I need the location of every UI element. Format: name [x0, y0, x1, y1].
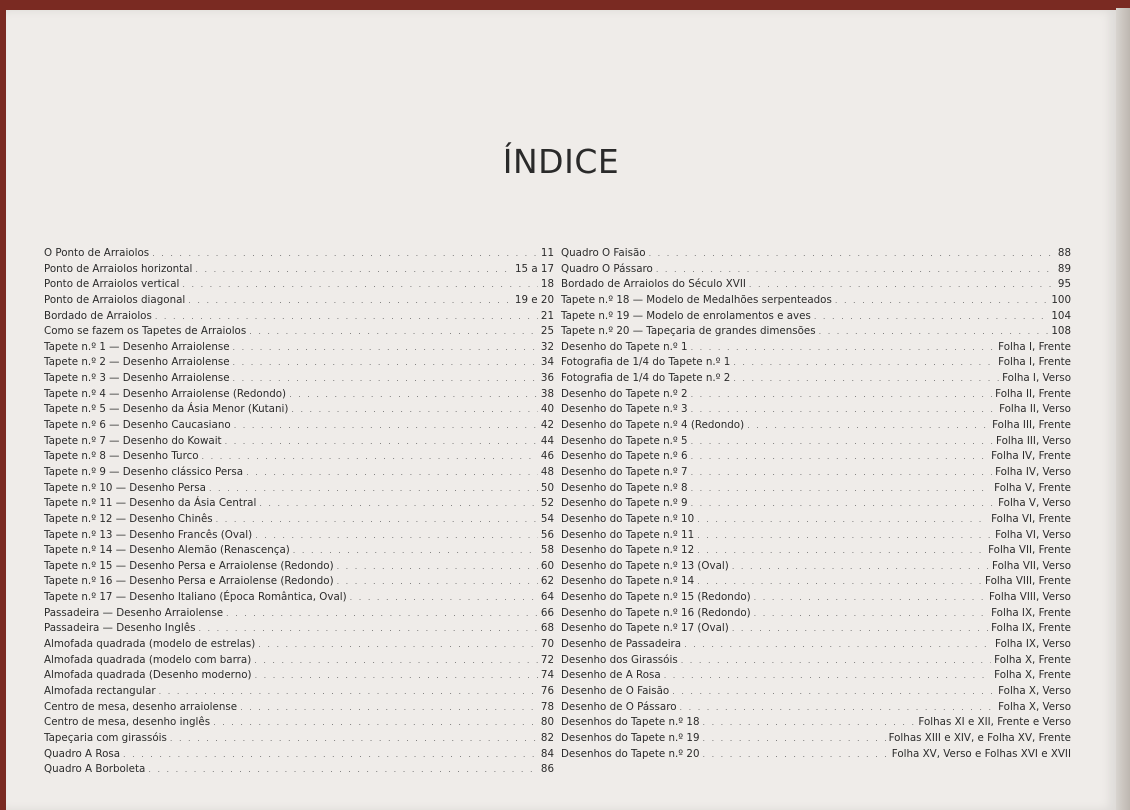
index-entry	[44, 637, 554, 653]
entry-title: Tapete n.º 18 — Modelo de Medalhões serpenteados	[561, 293, 832, 306]
leader-dots	[258, 637, 538, 653]
leader-dots	[691, 340, 996, 356]
leader-dots	[703, 715, 916, 731]
entry-title: Desenhos do Tapete n.º 19	[561, 731, 700, 744]
index-entry	[561, 465, 1071, 481]
index-entry	[44, 418, 554, 434]
entry-page: 82	[540, 731, 554, 744]
entry-title: Desenhos do Tapete n.º 20	[561, 747, 700, 760]
index-entry	[561, 559, 1071, 575]
leader-dots	[233, 371, 538, 387]
entry-title: Tapete n.º 17 — Desenho Italiano (Época Romântica, Oval)	[44, 591, 347, 604]
entry-page: 84	[540, 747, 554, 760]
entry-page: Folha I, Verso	[1002, 372, 1071, 385]
index-entry	[561, 621, 1071, 637]
entry-title: Desenho do Tapete n.º 10	[561, 512, 695, 525]
leader-dots	[691, 481, 992, 497]
index-column-right	[561, 246, 1071, 762]
entry-title: Almofada quadrada (modelo de estrelas)	[44, 638, 256, 651]
index-entry	[561, 387, 1071, 403]
entry-page: 32	[540, 340, 554, 353]
index-entry	[561, 309, 1071, 325]
leader-dots	[152, 246, 538, 262]
entry-title: Bordado de Arraiolos	[44, 309, 152, 322]
leader-dots	[697, 574, 982, 590]
index-entry	[44, 606, 554, 622]
entry-page: Folha II, Frente	[995, 387, 1071, 400]
entry-page: Folha IV, Frente	[991, 450, 1071, 463]
index-entry	[44, 371, 554, 387]
entry-title: Desenho do Tapete n.º 6	[561, 450, 688, 463]
entry-title: Tapete n.º 11 — Desenho da Ásia Central	[44, 497, 257, 510]
entry-title: Almofada quadrada (Desenho moderno)	[44, 669, 252, 682]
entry-title: Quadro A Borboleta	[44, 763, 146, 776]
entry-page: 54	[540, 512, 554, 525]
leader-dots	[213, 715, 538, 731]
leader-dots	[182, 277, 537, 293]
entry-title: Fotografia de 1/4 do Tapete n.º 1	[561, 356, 731, 369]
leader-dots	[703, 731, 886, 747]
index-entry	[44, 387, 554, 403]
entry-page: Folha X, Verso	[998, 700, 1071, 713]
entry-title: Tapete n.º 19 — Modelo de enrolamentos e aves	[561, 309, 811, 322]
entry-title: Tapeçaria com girassóis	[44, 731, 167, 744]
index-entry	[44, 324, 554, 340]
entry-title: Almofada quadrada (modelo com barra)	[44, 653, 252, 666]
leader-dots	[198, 621, 537, 637]
entry-page: 50	[540, 481, 554, 494]
index-entry	[561, 449, 1071, 465]
entry-title: Desenho do Tapete n.º 4 (Redondo)	[561, 419, 745, 432]
leader-dots	[246, 465, 538, 481]
index-entry	[561, 715, 1071, 731]
entry-title: Desenho do Tapete n.º 3	[561, 403, 688, 416]
entry-title: Desenho do Tapete n.º 9	[561, 497, 688, 510]
index-entry	[561, 324, 1071, 340]
index-entry	[561, 262, 1071, 278]
entry-title: Desenho do Tapete n.º 2	[561, 387, 688, 400]
index-entry	[44, 684, 554, 700]
leader-dots	[733, 371, 999, 387]
entry-page: Folha IV, Verso	[995, 465, 1071, 478]
leader-dots	[337, 574, 538, 590]
entry-page: 108	[1051, 325, 1071, 338]
leader-dots	[691, 434, 993, 450]
index-entry	[561, 653, 1071, 669]
index-entry	[561, 355, 1071, 371]
leader-dots	[255, 668, 538, 684]
entry-page: 66	[540, 606, 554, 619]
entry-page: 58	[540, 544, 554, 557]
entry-title: Tapete n.º 5 — Desenho da Ásia Menor (Kutani)	[44, 403, 289, 416]
entry-page: Folha II, Verso	[999, 403, 1071, 416]
entry-title: Fotografia de 1/4 do Tapete n.º 2	[561, 372, 731, 385]
leader-dots	[697, 512, 988, 528]
index-entry	[561, 293, 1071, 309]
entry-page: 21	[540, 309, 554, 322]
entry-title: Desenho do Tapete n.º 15 (Redondo)	[561, 591, 751, 604]
entry-title: Tapete n.º 2 — Desenho Arraiolense	[44, 356, 230, 369]
entry-page: Folha V, Verso	[998, 497, 1071, 510]
leader-dots	[249, 324, 538, 340]
entry-page: Folha I, Frente	[998, 340, 1071, 353]
entry-page: Folha XV, Verso e Folhas XVI e XVII	[891, 747, 1071, 760]
entry-title: Tapete n.º 15 — Desenho Persa e Arraiolense (Redondo)	[44, 559, 334, 572]
index-entry	[561, 543, 1071, 559]
leader-dots	[291, 402, 538, 418]
leader-dots	[691, 402, 996, 418]
entry-page: 104	[1051, 309, 1071, 322]
entry-page: 19 e 20	[514, 293, 554, 306]
entry-title: Desenho do Tapete n.º 13 (Oval)	[561, 559, 729, 572]
leader-dots	[170, 731, 538, 747]
index-entry	[44, 653, 554, 669]
entry-title: Desenho de A Rosa	[561, 669, 661, 682]
entry-page: Folhas XIII e XIV, e Folha XV, Frente	[888, 731, 1071, 744]
entry-page: Folha VII, Verso	[992, 559, 1071, 572]
entry-page: 80	[540, 716, 554, 729]
entry-title: Tapete n.º 4 — Desenho Arraiolense (Redondo)	[44, 387, 287, 400]
index-entry	[44, 277, 554, 293]
leader-dots	[754, 606, 988, 622]
leader-dots	[188, 293, 512, 309]
entry-page: 52	[540, 497, 554, 510]
page-edge	[1116, 8, 1130, 810]
leader-dots	[747, 418, 989, 434]
entry-page: 48	[540, 465, 554, 478]
leader-dots	[681, 653, 991, 669]
entry-title: Desenho de O Faisão	[561, 684, 670, 697]
leader-dots	[202, 449, 538, 465]
entry-page: Folhas XI e XII, Frente e Verso	[918, 716, 1071, 729]
entry-title: Tapete n.º 12 — Desenho Chinês	[44, 512, 213, 525]
index-entry	[561, 481, 1071, 497]
entry-title: Desenho do Tapete n.º 8	[561, 481, 688, 494]
entry-page: Folha IX, Frente	[991, 606, 1071, 619]
entry-page: Folha I, Frente	[998, 356, 1071, 369]
index-entry	[44, 481, 554, 497]
entry-title: Tapete n.º 9 — Desenho clássico Persa	[44, 465, 244, 478]
index-entry	[561, 402, 1071, 418]
entry-title: Ponto de Arraiolos vertical	[44, 278, 180, 291]
leader-dots	[835, 293, 1048, 309]
index-entry	[44, 355, 554, 371]
index-entry	[561, 418, 1071, 434]
entry-page: Folha VII, Frente	[988, 544, 1071, 557]
entry-title: Tapete n.º 8 — Desenho Turco	[44, 450, 199, 463]
index-entry	[44, 731, 554, 747]
entry-title: Tapete n.º 20 — Tapeçaria de grandes dimensões	[561, 325, 816, 338]
entry-page: Folha VI, Verso	[995, 528, 1071, 541]
entry-page: 18	[540, 278, 554, 291]
entry-title: Desenho de Passadeira	[561, 638, 682, 651]
entry-page: 46	[540, 450, 554, 463]
entry-page: 100	[1051, 293, 1071, 306]
entry-title: Tapete n.º 6 — Desenho Caucasiano	[44, 419, 231, 432]
leader-dots	[649, 246, 1055, 262]
page-title: ÍNDICE	[502, 142, 620, 181]
entry-page: 38	[540, 387, 554, 400]
index-entry	[44, 747, 554, 763]
leader-dots	[691, 496, 996, 512]
index-entry	[561, 434, 1071, 450]
entry-page: Folha VIII, Verso	[988, 591, 1071, 604]
entry-page: 25	[540, 325, 554, 338]
entry-title: Bordado de Arraiolos do Século XVII	[561, 278, 746, 291]
entry-title: Desenho de O Pássaro	[561, 700, 677, 713]
leader-dots	[697, 543, 985, 559]
entry-title: Passadeira — Desenho Arraiolense	[44, 606, 224, 619]
index-entry	[561, 668, 1071, 684]
index-entry	[561, 246, 1071, 262]
leader-dots	[350, 590, 538, 606]
entry-title: Desenho dos Girassóis	[561, 653, 678, 666]
leader-dots	[209, 481, 538, 497]
index-entry	[44, 590, 554, 606]
entry-title: Desenho do Tapete n.º 17 (Oval)	[561, 622, 729, 635]
entry-title: Desenho do Tapete n.º 7	[561, 465, 688, 478]
entry-page: 34	[540, 356, 554, 369]
entry-page: Folha X, Frente	[994, 653, 1071, 666]
index-entry	[561, 590, 1071, 606]
leader-dots	[233, 355, 538, 371]
index-entry	[44, 621, 554, 637]
index-entry	[44, 668, 554, 684]
index-entry	[561, 700, 1071, 716]
leader-dots	[123, 747, 538, 763]
index-entry	[44, 574, 554, 590]
leader-dots	[155, 309, 538, 325]
leader-dots	[691, 465, 992, 481]
entry-title: Desenho do Tapete n.º 5	[561, 434, 688, 447]
entry-title: Passadeira — Desenho Inglês	[44, 622, 196, 635]
leader-dots	[216, 512, 538, 528]
entry-page: 76	[540, 684, 554, 697]
entry-page: Folha VI, Frente	[991, 512, 1071, 525]
leader-dots	[672, 684, 995, 700]
index-entry	[561, 496, 1071, 512]
index-entry	[44, 262, 554, 278]
index-entry	[44, 449, 554, 465]
index-entry	[44, 246, 554, 262]
entry-page: 60	[540, 559, 554, 572]
leader-dots	[254, 653, 538, 669]
leader-dots	[337, 559, 538, 575]
index-column-left	[44, 246, 554, 778]
entry-page: 40	[540, 403, 554, 416]
index-entry	[44, 559, 554, 575]
leader-dots	[691, 387, 993, 403]
entry-page: 70	[540, 638, 554, 651]
leader-dots	[680, 700, 996, 716]
leader-dots	[259, 496, 538, 512]
entry-title: Tapete n.º 14 — Desenho Alemão (Renascença)	[44, 544, 290, 557]
index-entry	[44, 293, 554, 309]
entry-page: 44	[540, 434, 554, 447]
index-entry	[44, 402, 554, 418]
index-entry	[44, 465, 554, 481]
entry-page: 89	[1057, 262, 1071, 275]
leader-dots	[234, 418, 538, 434]
entry-page: Folha X, Frente	[994, 669, 1071, 682]
leader-dots	[255, 528, 538, 544]
index-entry	[561, 637, 1071, 653]
entry-title: O Ponto de Arraiolos	[44, 247, 150, 259]
leader-dots	[691, 449, 989, 465]
entry-page: 36	[540, 372, 554, 385]
entry-title: Tapete n.º 7 — Desenho do Kowait	[44, 434, 222, 447]
entry-page: 78	[540, 700, 554, 713]
entry-page: Folha VIII, Frente	[985, 575, 1071, 588]
entry-title: Quadro A Rosa	[44, 747, 121, 760]
entry-page: 56	[540, 528, 554, 541]
entry-title: Almofada rectangular	[44, 684, 156, 697]
entry-title: Desenho do Tapete n.º 12	[561, 544, 695, 557]
index-entry	[44, 309, 554, 325]
entry-title: Tapete n.º 1 — Desenho Arraiolense	[44, 340, 230, 353]
leader-dots	[814, 309, 1049, 325]
entry-page: 95	[1057, 278, 1071, 291]
index-entry	[561, 340, 1071, 356]
entry-page: 11	[540, 247, 554, 259]
entry-title: Ponto de Arraiolos diagonal	[44, 293, 186, 306]
leader-dots	[233, 340, 538, 356]
entry-page: 88	[1057, 247, 1071, 259]
entry-page: 74	[540, 669, 554, 682]
entry-title: Desenho do Tapete n.º 1	[561, 340, 688, 353]
leader-dots	[733, 355, 995, 371]
index-entry	[44, 512, 554, 528]
book-page	[6, 10, 1116, 810]
index-entry	[561, 512, 1071, 528]
leader-dots	[159, 684, 538, 700]
index-entry	[44, 496, 554, 512]
index-entry	[561, 747, 1071, 763]
leader-dots	[684, 637, 992, 653]
entry-page: Folha X, Verso	[998, 684, 1071, 697]
leader-dots	[732, 621, 988, 637]
entry-title: Desenhos do Tapete n.º 18	[561, 716, 700, 729]
entry-page: 62	[540, 575, 554, 588]
leader-dots	[749, 277, 1055, 293]
index-entry	[561, 371, 1071, 387]
leader-dots	[697, 528, 992, 544]
leader-dots	[240, 700, 538, 716]
entry-title: Desenho do Tapete n.º 11	[561, 528, 695, 541]
index-entry	[561, 277, 1071, 293]
leader-dots	[819, 324, 1049, 340]
entry-title: Como se fazem os Tapetes de Arraiolos	[44, 325, 247, 338]
leader-dots	[732, 559, 989, 575]
leader-dots	[754, 590, 986, 606]
index-entry	[44, 715, 554, 731]
entry-page: Folha III, Frente	[992, 419, 1071, 432]
index-entry	[44, 543, 554, 559]
leader-dots	[293, 543, 538, 559]
index-entry	[44, 762, 554, 778]
entry-page: 68	[540, 622, 554, 635]
entry-title: Tapete n.º 16 — Desenho Persa e Arraiolense (Redondo)	[44, 575, 334, 588]
index-entry	[44, 528, 554, 544]
index-entry	[561, 606, 1071, 622]
leader-dots	[703, 747, 889, 763]
index-entry	[44, 434, 554, 450]
entry-title: Quadro O Pássaro	[561, 262, 653, 275]
entry-page: 86	[540, 763, 554, 776]
index-entry	[561, 574, 1071, 590]
entry-title: Centro de mesa, desenho inglês	[44, 716, 211, 729]
index-entry	[561, 684, 1071, 700]
entry-page: 15 a 17	[514, 262, 554, 275]
leader-dots	[225, 434, 538, 450]
entry-page: Folha III, Verso	[996, 434, 1071, 447]
leader-dots	[148, 762, 538, 778]
entry-page: Folha IX, Verso	[995, 638, 1071, 651]
index-entry	[561, 528, 1071, 544]
entry-title: Ponto de Arraiolos horizontal	[44, 262, 193, 275]
entry-page: 64	[540, 591, 554, 604]
index-entry	[561, 731, 1071, 747]
leader-dots	[289, 387, 538, 403]
leader-dots	[226, 606, 538, 622]
leader-dots	[656, 262, 1055, 278]
entry-title: Desenho do Tapete n.º 16 (Redondo)	[561, 606, 751, 619]
entry-title: Tapete n.º 10 — Desenho Persa	[44, 481, 206, 494]
entry-page: Folha V, Frente	[994, 481, 1071, 494]
entry-title: Quadro O Faisão	[561, 247, 646, 259]
entry-title: Tapete n.º 13 — Desenho Francês (Oval)	[44, 528, 253, 541]
entry-page: Folha IX, Frente	[991, 622, 1071, 635]
entry-title: Centro de mesa, desenho arraiolense	[44, 700, 238, 713]
index-entry	[44, 700, 554, 716]
entry-title: Tapete n.º 3 — Desenho Arraiolense	[44, 372, 230, 385]
entry-title: Desenho do Tapete n.º 14	[561, 575, 695, 588]
entry-page: 72	[540, 653, 554, 666]
leader-dots	[195, 262, 512, 278]
index-entry	[44, 340, 554, 356]
leader-dots	[664, 668, 991, 684]
entry-page: 42	[540, 419, 554, 432]
